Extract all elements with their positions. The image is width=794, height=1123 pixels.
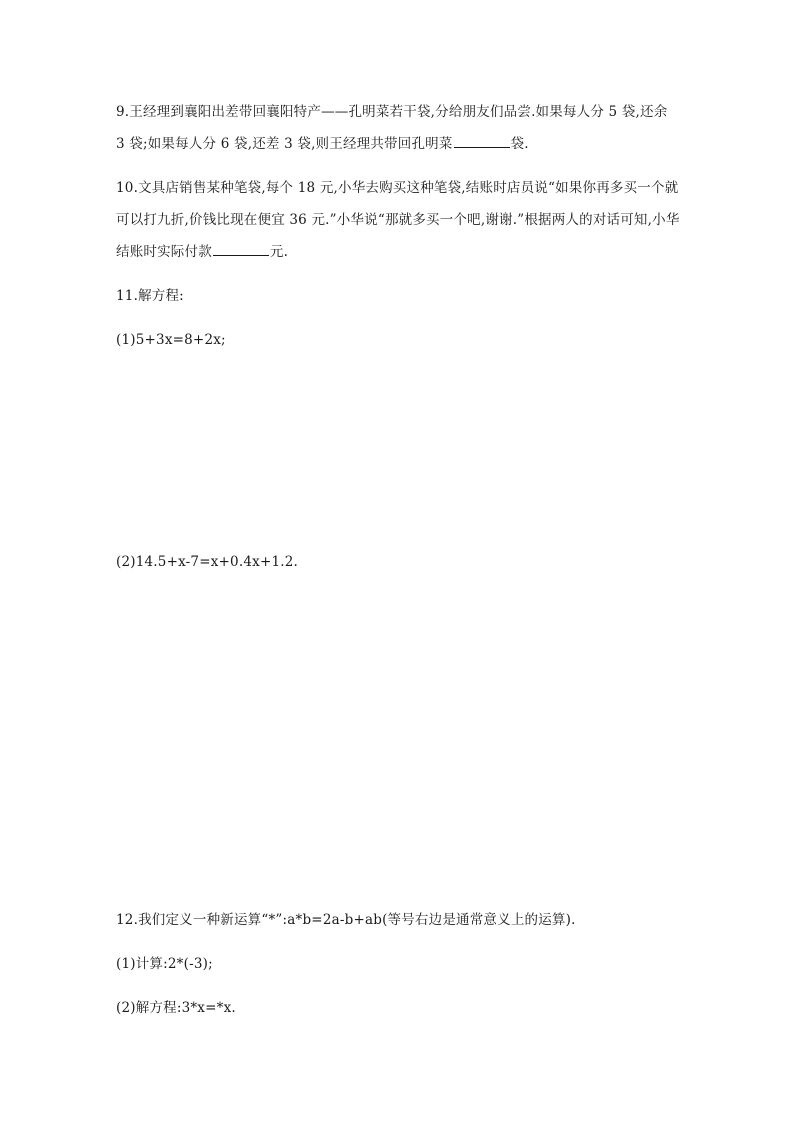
q10-line-2: 可以打九折,价钱比现在便宜 36 元.”小华说“那就多买一个吧,谢谢.”根据两人的对话可知,小华 bbox=[116, 212, 680, 228]
q9-line-2-end: 袋. bbox=[510, 136, 529, 152]
q10-line-3-end: 元. bbox=[269, 244, 289, 260]
q11-part-2: (2)14.5+x-7=x+0.4x+1.2. bbox=[116, 554, 299, 570]
q9-line-1: 9.王经理到襄阳出差带回襄阳特产——孔明菜若干袋,分给朋友们品尝.如果每人分 5 袋,还余 bbox=[116, 104, 668, 120]
q10-line-3 bbox=[116, 242, 288, 262]
q11-part-1: (1)5+3x=8+2x; bbox=[116, 332, 226, 348]
q9-line-2 bbox=[116, 134, 529, 154]
q10-answer-blank[interactable] bbox=[213, 243, 269, 256]
q9-answer-blank[interactable] bbox=[454, 135, 510, 148]
q12-part-2: (2)解方程:3*x=*x. bbox=[116, 1000, 236, 1016]
q9-line-2-text: 3 袋;如果每人分 6 袋,还差 3 袋,则王经理共带回孔明菜 bbox=[116, 136, 453, 152]
q12-part-1: (1)计算:2*(-3); bbox=[116, 956, 213, 972]
q10-line-1: 10.文具店销售某种笔袋,每个 18 元,小华去购买这种笔袋,结账时店员说“如果你再多买一个就 bbox=[116, 180, 679, 196]
q11-title: 11.解方程: bbox=[116, 288, 184, 304]
q12-title: 12.我们定义一种新运算“*”:a*b=2a-b+ab(等号右边是通常意义上的运算). bbox=[116, 912, 576, 928]
q10-line-3-text: 结账时实际付款 bbox=[116, 244, 212, 260]
